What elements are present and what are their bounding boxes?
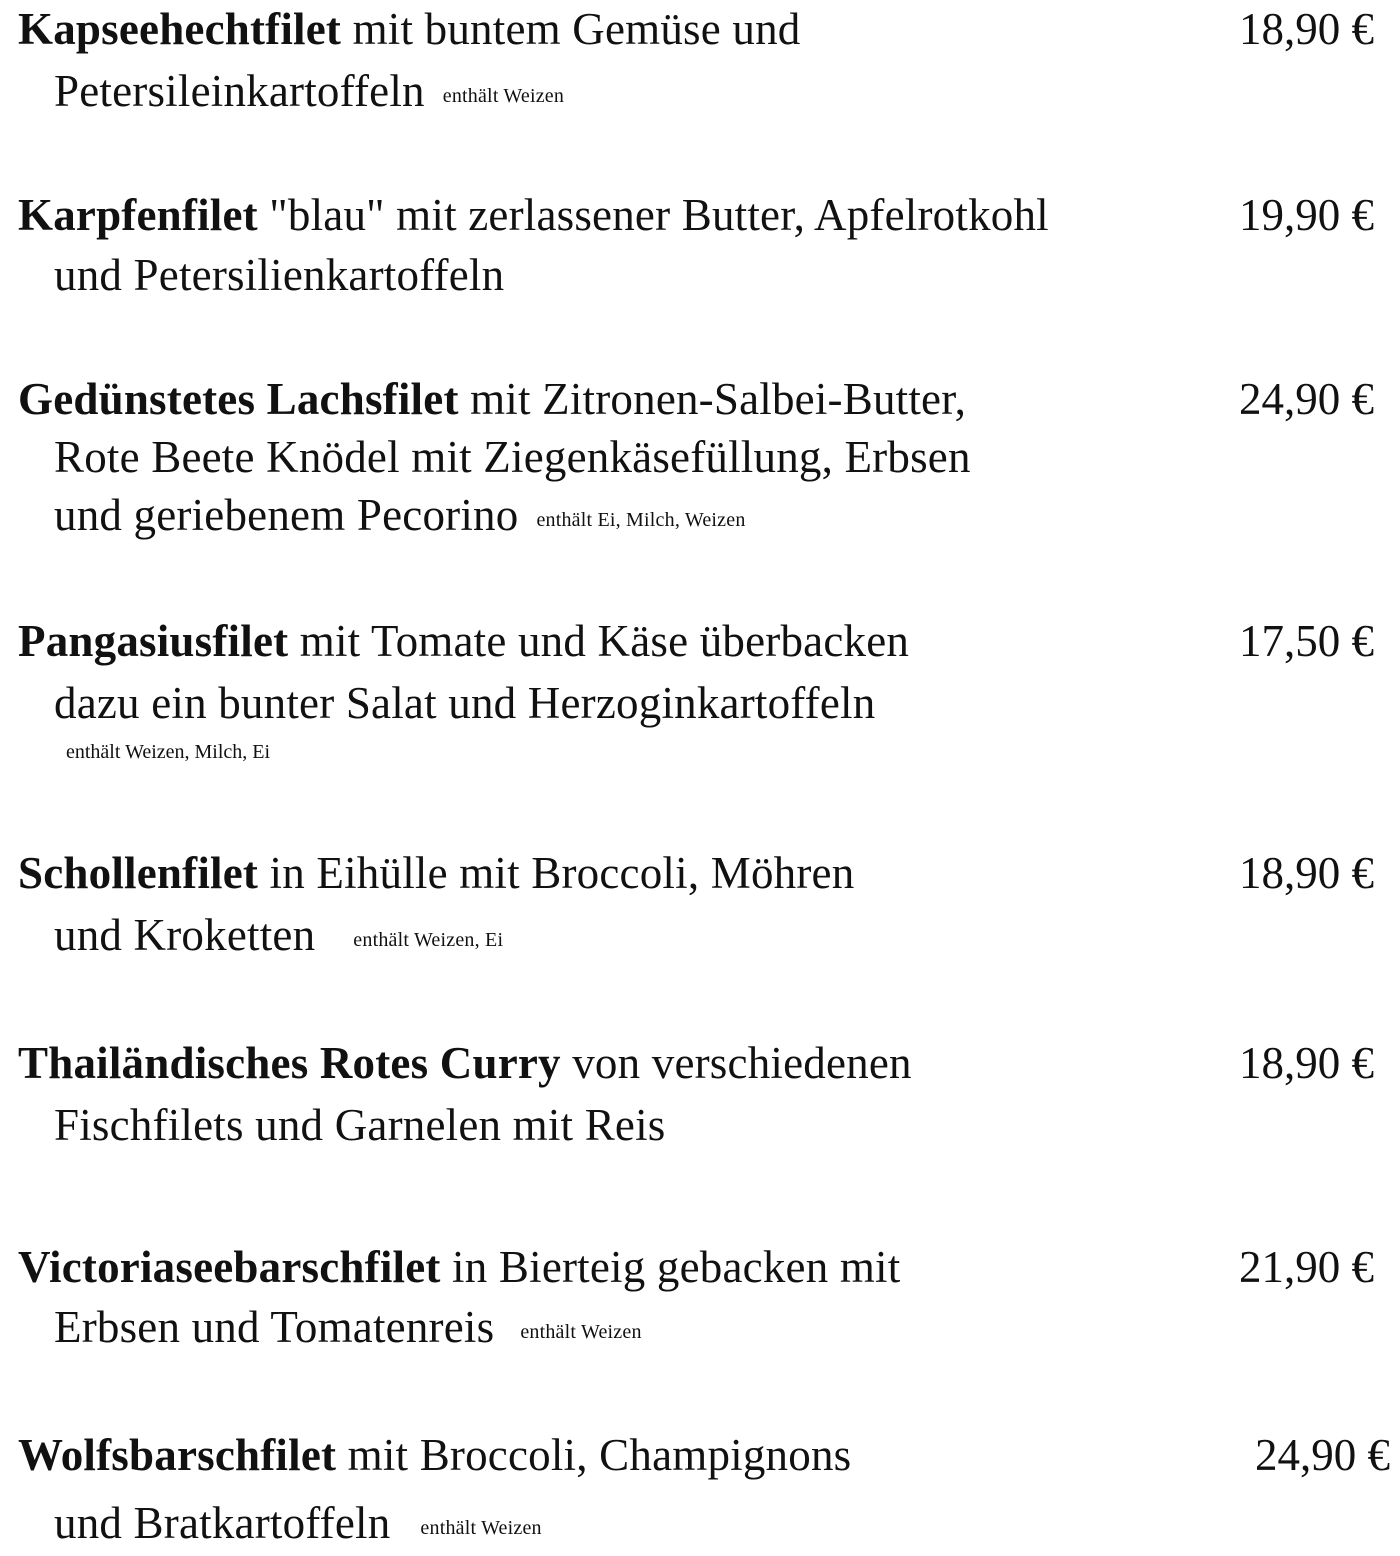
dish-description: "blau" mit zerlassener Butter, Apfelrotkohl <box>269 190 1049 240</box>
menu-item-line-2 <box>54 248 504 302</box>
menu-item-line-2 <box>54 430 971 484</box>
menu-item-line-2 <box>54 1496 542 1555</box>
dish-description: Erbsen und Tomatenreis <box>54 1302 495 1352</box>
menu-item-line-1 <box>18 188 1049 242</box>
menu-item-line-1 <box>18 372 966 426</box>
dish-description: und Bratkartoffeln <box>54 1498 391 1548</box>
dish-description: Fischfilets und Garnelen mit Reis <box>54 1100 666 1150</box>
dish-description: und Petersilienkartoffeln <box>54 250 505 300</box>
dish-name: Gedünstetes Lachsfilet <box>18 374 459 424</box>
dish-description: in Eihülle mit Broccoli, Möhren <box>269 848 855 898</box>
dish-price: 24,90 € <box>1255 1430 1390 1480</box>
allergen-note: enthält Weizen <box>420 1517 542 1539</box>
dish-price: 18,90 € <box>1239 848 1374 898</box>
dish-description: mit Zitronen-Salbei-Butter, <box>470 374 967 424</box>
allergen-note: enthält Weizen, Milch, Ei <box>66 741 271 763</box>
menu-item-line-1 <box>18 1428 851 1482</box>
dish-description: in Bierteig gebacken mit <box>452 1242 901 1292</box>
menu-item-line-3 <box>54 488 746 547</box>
dish-name: Karpfenfilet <box>18 190 258 240</box>
dish-description: mit Broccoli, Champignons <box>347 1430 852 1480</box>
dish-price: 18,90 € <box>1239 4 1374 54</box>
dish-description: und geriebenem Pecorino <box>54 490 519 540</box>
menu-item-line-1 <box>18 614 909 668</box>
dish-name: Kapseehechtfilet <box>18 4 342 54</box>
dish-description: mit buntem Gemüse und <box>352 4 801 54</box>
menu-item-line-2 <box>54 1300 642 1359</box>
menu-item-line-1 <box>18 2 800 56</box>
dish-description: Petersileinkartoffeln <box>54 66 425 116</box>
menu-item-line-1 <box>18 1036 912 1090</box>
menu-item-line-2 <box>54 908 503 967</box>
menu-item-line-1 <box>18 846 854 900</box>
allergen-note: enthält Weizen, Ei <box>353 929 504 951</box>
menu-item-line-2 <box>54 676 875 730</box>
allergen-note: enthält Weizen <box>442 85 565 107</box>
menu-item-line-1 <box>18 1240 900 1294</box>
dish-description: Rote Beete Knödel mit Ziegenkäsefüllung, Erbsen <box>54 432 971 482</box>
dish-description: und Kroketten <box>54 910 316 960</box>
dish-price: 24,90 € <box>1239 374 1374 424</box>
allergen-note: enthält Weizen <box>520 1321 642 1343</box>
menu-item-line-2 <box>54 64 564 123</box>
dish-name: Thailändisches Rotes Curry <box>18 1038 561 1088</box>
dish-price: 21,90 € <box>1239 1242 1374 1292</box>
dish-description: von verschiedenen <box>572 1038 912 1088</box>
dish-name: Pangasiusfilet <box>18 616 289 666</box>
dish-name: Schollenfilet <box>18 848 259 898</box>
dish-price: 18,90 € <box>1239 1038 1374 1088</box>
dish-description: mit Tomate und Käse überbacken <box>299 616 910 666</box>
allergen-note: enthält Ei, Milch, Weizen <box>536 509 746 531</box>
dish-name: Wolfsbarschfilet <box>18 1430 337 1480</box>
dish-description: dazu ein bunter Salat und Herzoginkartoffeln <box>54 678 876 728</box>
dish-price: 17,50 € <box>1239 616 1374 666</box>
dish-price: 19,90 € <box>1239 190 1374 240</box>
menu-item-line-2 <box>54 1098 666 1152</box>
dish-name: Victoriaseebarschfilet <box>18 1242 441 1292</box>
